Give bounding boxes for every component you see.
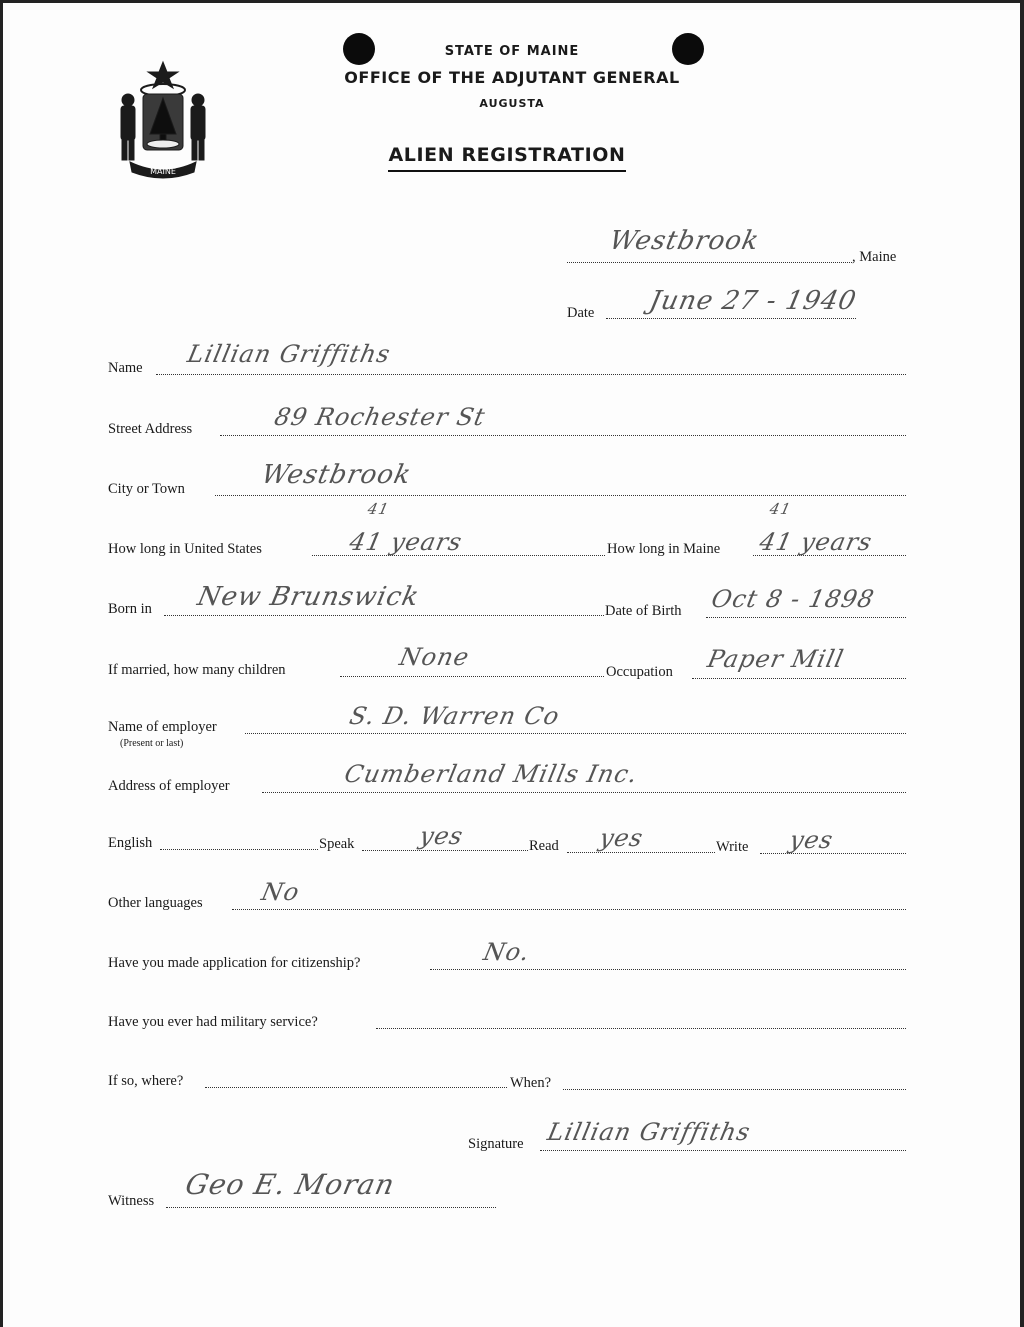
military-label: Have you ever had military service? <box>108 1014 318 1030</box>
emp-address-label: Address of employer <box>108 778 230 794</box>
children-line <box>340 676 604 677</box>
employer-sublabel: (Present or last) <box>120 738 184 749</box>
signature-line <box>540 1150 906 1151</box>
when-line <box>563 1089 906 1090</box>
seal-text: MAINE <box>150 167 176 176</box>
street-line <box>220 435 906 436</box>
state-heading: STATE OF MAINE <box>444 44 580 59</box>
street-label: Street Address <box>108 421 193 437</box>
signature-value: Lillian Griffiths <box>545 1118 754 1146</box>
name-value: Lillian Griffiths <box>185 340 394 368</box>
speak-value: yes <box>417 822 467 850</box>
us-note: 41 <box>366 500 392 518</box>
write-label: Write <box>716 839 749 855</box>
military-line <box>376 1028 906 1029</box>
occupation-line <box>692 678 906 679</box>
speak-line <box>362 850 528 851</box>
dob-line <box>706 617 906 618</box>
write-value: yes <box>787 826 837 854</box>
us-value: 41 years <box>347 528 466 556</box>
form-title: ALIEN REGISTRATION <box>388 144 625 172</box>
name-line <box>156 374 906 375</box>
witness-line <box>166 1207 496 1208</box>
born-label: Born in <box>108 601 152 617</box>
speak-label: Speak <box>319 836 355 852</box>
us-label: How long in United States <box>108 541 262 557</box>
occupation-label: Occupation <box>606 664 673 680</box>
place-state-label: , Maine <box>852 249 897 265</box>
emp-address-value: Cumberland Mills Inc. <box>342 760 641 788</box>
page-border-top <box>0 0 1024 3</box>
form-title-wrap <box>366 144 648 172</box>
dob-value: Oct 8 - 1898 <box>709 585 878 613</box>
office-heading: OFFICE OF THE ADJUTANT GENERAL <box>344 68 680 87</box>
read-label: Read <box>529 838 559 854</box>
city-value: Westbrook <box>258 460 415 490</box>
maine-note: 41 <box>768 500 794 518</box>
read-value: yes <box>597 824 647 852</box>
maine-label: How long in Maine <box>607 541 721 557</box>
place-town-value: Westbrook <box>606 226 763 256</box>
city-heading: AUGUSTA <box>479 97 545 110</box>
city-line <box>215 495 906 496</box>
place-line <box>567 262 852 263</box>
citizenship-value: No. <box>481 938 533 966</box>
where-line <box>205 1087 507 1088</box>
maine-value: 41 years <box>757 528 876 556</box>
other-lang-value: No <box>259 878 303 906</box>
other-lang-label: Other languages <box>108 895 203 911</box>
employer-line <box>245 733 906 734</box>
read-line <box>567 852 715 853</box>
citizenship-line <box>430 969 906 970</box>
date-line <box>606 318 856 319</box>
children-label: If married, how many children <box>108 662 286 678</box>
emp-address-line <box>262 792 906 793</box>
occupation-value: Paper Mill <box>705 645 847 673</box>
employer-label: Name of employer <box>108 719 217 735</box>
employer-value: S. D. Warren Co <box>347 702 563 730</box>
date-label: Date <box>567 305 595 321</box>
other-lang-line <box>232 909 906 910</box>
street-value: 89 Rochester St <box>272 403 489 431</box>
children-value: None <box>397 643 473 671</box>
citizenship-label: Have you made application for citizenship? <box>108 955 361 971</box>
born-value: New Brunswick <box>194 582 423 612</box>
born-line <box>164 615 604 616</box>
witness-value: Geo E. Moran <box>182 1168 399 1201</box>
page-border-right <box>1020 0 1024 1327</box>
where-label: If so, where? <box>108 1073 184 1089</box>
name-label: Name <box>108 360 143 376</box>
signature-label: Signature <box>468 1136 524 1152</box>
date-value: June 27 - 1940 <box>646 286 860 316</box>
english-label: English <box>108 835 153 851</box>
when-label: When? <box>510 1075 552 1091</box>
dob-label: Date of Birth <box>605 603 682 619</box>
write-line <box>760 853 906 854</box>
english-line <box>160 849 318 850</box>
page-border-left <box>0 0 3 1327</box>
city-label: City or Town <box>108 481 185 497</box>
witness-label: Witness <box>108 1193 155 1209</box>
